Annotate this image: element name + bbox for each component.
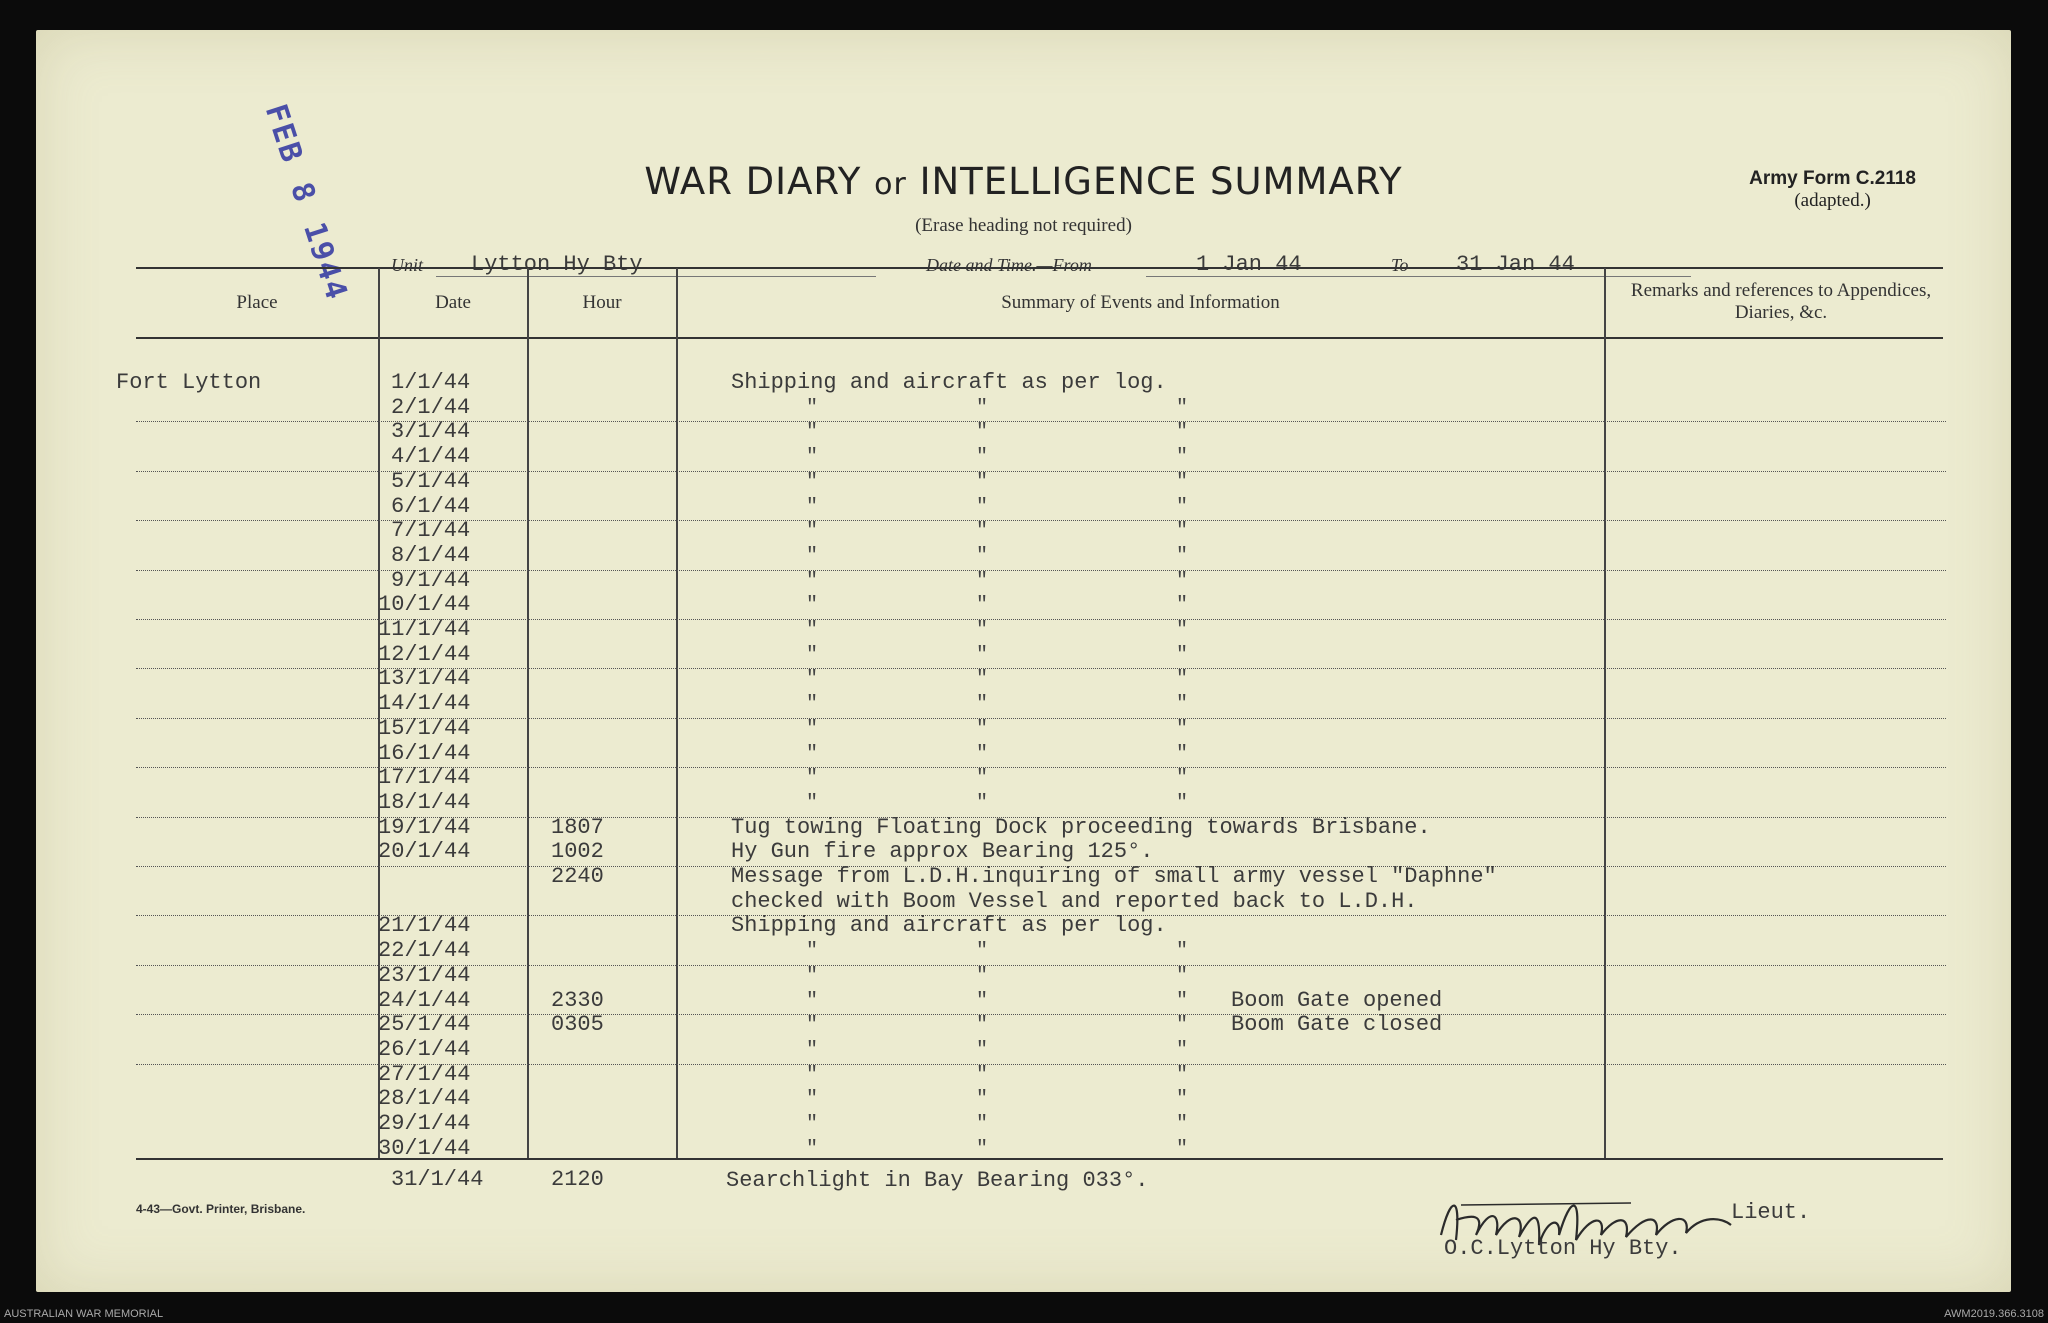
ditto-mark: " (976, 421, 989, 445)
row-date: 28/1/44 (378, 1086, 471, 1112)
ditto-mark: " (1176, 767, 1189, 791)
row-date: 7/1/44 (391, 518, 471, 544)
ditto-mark: " (806, 594, 819, 618)
row-date: 12/1/44 (378, 641, 471, 667)
subtitle: (Erase heading not required) (915, 215, 1132, 236)
footer-institution: AUSTRALIAN WAR MEMORIAL (4, 1308, 164, 1320)
ditto-mark: " (976, 989, 989, 1013)
row-date: 29/1/44 (378, 1111, 471, 1136)
row-date: 9/1/44 (391, 567, 471, 593)
unit-value: Lytton Hy Bty (471, 252, 643, 277)
ditto-mark: " (806, 989, 819, 1013)
table-top-rule (136, 267, 1943, 269)
army-form-adapted: (adapted.) (1794, 190, 1871, 211)
ditto-mark: " (806, 668, 819, 692)
row-date: 18/1/44 (378, 789, 471, 815)
ditto-mark: " (1176, 421, 1189, 445)
ditto-mark: " (806, 495, 819, 519)
ditto-mark: " (806, 569, 819, 593)
signature-rank: Lieut. (1731, 1200, 1811, 1225)
ditto-mark: " (976, 1137, 989, 1161)
ditto-mark: " (806, 767, 819, 791)
ditto-mark: " (1176, 1113, 1189, 1136)
date-to-value: 31 Jan 44 (1456, 252, 1575, 277)
ditto-mark: " (1176, 668, 1189, 692)
ditto-mark: " (1176, 742, 1189, 766)
ditto-mark: " (976, 520, 989, 544)
army-form-label (1749, 168, 1916, 212)
ditto-mark: " (806, 1137, 819, 1161)
ditto-mark: " (1176, 446, 1189, 470)
ditto-mark: " (806, 1063, 819, 1087)
last-row-hour: 2120 (551, 1167, 604, 1192)
title-intelligence-summary: INTELLIGENCE SUMMARY (919, 160, 1403, 203)
col-header-hour: Hour (582, 292, 622, 313)
page-title (36, 160, 2011, 203)
row-remark: Boom Gate opened (1231, 987, 1443, 1013)
row-date: 10/1/44 (378, 592, 471, 618)
ditto-mark: " (1176, 940, 1189, 964)
ditto-mark: " (976, 1063, 989, 1087)
row-date: 3/1/44 (391, 419, 471, 445)
ditto-mark: " (976, 668, 989, 692)
row-hour: 1807 (551, 814, 604, 840)
row-summary: checked with Boom Vessel and reported back to L.D.H. (731, 888, 1418, 914)
ditto-mark: " (806, 470, 819, 494)
row-date: 16/1/44 (378, 740, 471, 766)
printer-imprint: 4-43—Govt. Printer, Brisbane. (136, 1202, 306, 1216)
ditto-mark: " (806, 1088, 819, 1112)
col-divider-date (527, 268, 529, 1158)
stamp-year: 1944 (296, 218, 355, 306)
row-date: 15/1/44 (378, 715, 471, 741)
ditto-mark: " (976, 1113, 989, 1136)
stamp-month: FEB (257, 100, 310, 169)
ditto-mark: " (806, 693, 819, 717)
ditto-mark: " (1176, 964, 1189, 988)
row-summary: Message from L.D.H.inquiring of small army vessel "Daphne" (731, 864, 1497, 889)
ditto-mark: " (1176, 717, 1189, 741)
ditto-mark: " (1176, 643, 1189, 667)
col-header-remarks: Remarks and references to Appendices, Diaries, &c. (1630, 280, 1932, 323)
row-date: 2/1/44 (391, 394, 471, 420)
row-date: 30/1/44 (378, 1135, 471, 1161)
row-date: 27/1/44 (378, 1061, 471, 1087)
row-summary: Hy Gun fire approx Bearing 125°. (731, 839, 1154, 865)
ditto-mark: " (976, 717, 989, 741)
ditto-mark: " (976, 964, 989, 988)
ditto-mark: " (806, 717, 819, 741)
row-date: 19/1/44 (378, 814, 471, 840)
last-row-date: 31/1/44 (391, 1167, 484, 1192)
ditto-mark: " (806, 446, 819, 470)
ditto-mark: " (806, 964, 819, 988)
ditto-mark: " (1176, 1088, 1189, 1112)
col-header-place: Place (236, 292, 278, 313)
ditto-mark: " (1176, 495, 1189, 519)
ditto-mark: " (806, 791, 819, 815)
ditto-mark: " (1176, 989, 1189, 1013)
ditto-mark: " (976, 742, 989, 766)
row-date: 22/1/44 (378, 938, 471, 964)
ditto-mark: " (806, 1113, 819, 1136)
ditto-mark: " (976, 643, 989, 667)
row-date: 25/1/44 (378, 1012, 471, 1038)
row-date: 6/1/44 (391, 493, 471, 519)
row-hour: 2330 (551, 987, 604, 1013)
unit-label: Unit (391, 255, 424, 275)
row-summary: Shipping and aircraft as per log. (731, 913, 1167, 939)
ditto-mark: " (1176, 396, 1189, 420)
ditto-mark: " (806, 619, 819, 642)
date-from-label: Date and Time.—From (926, 255, 1092, 275)
col-divider-hour (676, 268, 678, 1158)
ditto-mark: " (1176, 520, 1189, 544)
row-date: 8/1/44 (391, 542, 471, 568)
date-to-label: To (1391, 255, 1409, 275)
ditto-mark: " (976, 446, 989, 470)
row-date: 17/1/44 (378, 765, 471, 791)
ditto-mark: " (1176, 1014, 1189, 1038)
row-hour: 1002 (551, 839, 604, 865)
ditto-mark: " (806, 643, 819, 667)
title-or: or (874, 167, 907, 202)
row-hour: 0305 (551, 1012, 604, 1038)
ditto-mark: " (806, 742, 819, 766)
row-date: 21/1/44 (378, 913, 471, 939)
row-date: 24/1/44 (378, 987, 471, 1013)
ditto-mark: " (806, 396, 819, 420)
row-remark: Boom Gate closed (1231, 1012, 1443, 1038)
ditto-mark: " (1176, 594, 1189, 618)
ditto-mark: " (1176, 791, 1189, 815)
last-row-summary: Searchlight in Bay Bearing 033°. (726, 1168, 1149, 1193)
ditto-mark: " (976, 619, 989, 642)
ditto-mark: " (976, 470, 989, 494)
row-date: 4/1/44 (391, 444, 471, 470)
ditto-mark: " (806, 1014, 819, 1038)
row-date: 1/1/44 (391, 370, 471, 395)
row-date: 14/1/44 (378, 691, 471, 717)
ditto-mark: " (976, 940, 989, 964)
ditto-mark: " (976, 569, 989, 593)
title-war-diary: WAR DIARY (644, 160, 862, 203)
ditto-mark: " (1176, 1038, 1189, 1062)
ditto-mark: " (806, 1038, 819, 1062)
ditto-mark: " (806, 520, 819, 544)
army-form-number: Army Form C.2118 (1749, 168, 1916, 189)
row-summary: Tug towing Floating Dock proceeding towards Brisbane. (731, 814, 1431, 840)
row-hour: 2240 (551, 864, 604, 889)
ditto-mark: " (1176, 619, 1189, 642)
ditto-mark: " (806, 421, 819, 445)
ditto-mark: " (1176, 1137, 1189, 1161)
footer-accession: AWM2019.366.3108 (1944, 1308, 2044, 1320)
col-header-date: Date (435, 292, 471, 313)
war-diary-sheet (36, 30, 2011, 1292)
ditto-mark: " (976, 396, 989, 420)
place-fort-lytton: Fort Lytton (116, 370, 262, 395)
ditto-mark: " (1176, 693, 1189, 717)
ditto-mark: " (1176, 544, 1189, 568)
ditto-mark: " (806, 940, 819, 964)
row-date: 26/1/44 (378, 1036, 471, 1062)
ditto-mark: " (976, 767, 989, 791)
ditto-mark: " (976, 1038, 989, 1062)
stamp-day: 8 (283, 178, 323, 209)
ditto-mark: " (976, 544, 989, 568)
col-header-summary: Summary of Events and Information (1001, 292, 1280, 313)
row-summary: Shipping and aircraft as per log. (731, 370, 1167, 395)
ditto-mark: " (976, 1014, 989, 1038)
ditto-mark: " (806, 544, 819, 568)
row-date: 20/1/44 (378, 839, 471, 865)
ditto-mark: " (976, 594, 989, 618)
ditto-mark: " (1176, 1063, 1189, 1087)
table-header-rule (136, 337, 1943, 339)
ditto-mark: " (976, 1088, 989, 1112)
date-from-value: 1 Jan 44 (1196, 252, 1302, 277)
ditto-mark: " (976, 693, 989, 717)
signature-title: O.C.Lytton Hy Bty. (1444, 1236, 1682, 1261)
ditto-mark: " (1176, 470, 1189, 494)
row-date: 13/1/44 (378, 666, 471, 692)
ditto-mark: " (976, 495, 989, 519)
col-divider-summary (1604, 268, 1606, 1158)
row-date: 11/1/44 (378, 617, 471, 642)
ditto-mark: " (976, 791, 989, 815)
row-date: 5/1/44 (391, 468, 471, 494)
ditto-mark: " (1176, 569, 1189, 593)
row-date: 23/1/44 (378, 962, 471, 988)
